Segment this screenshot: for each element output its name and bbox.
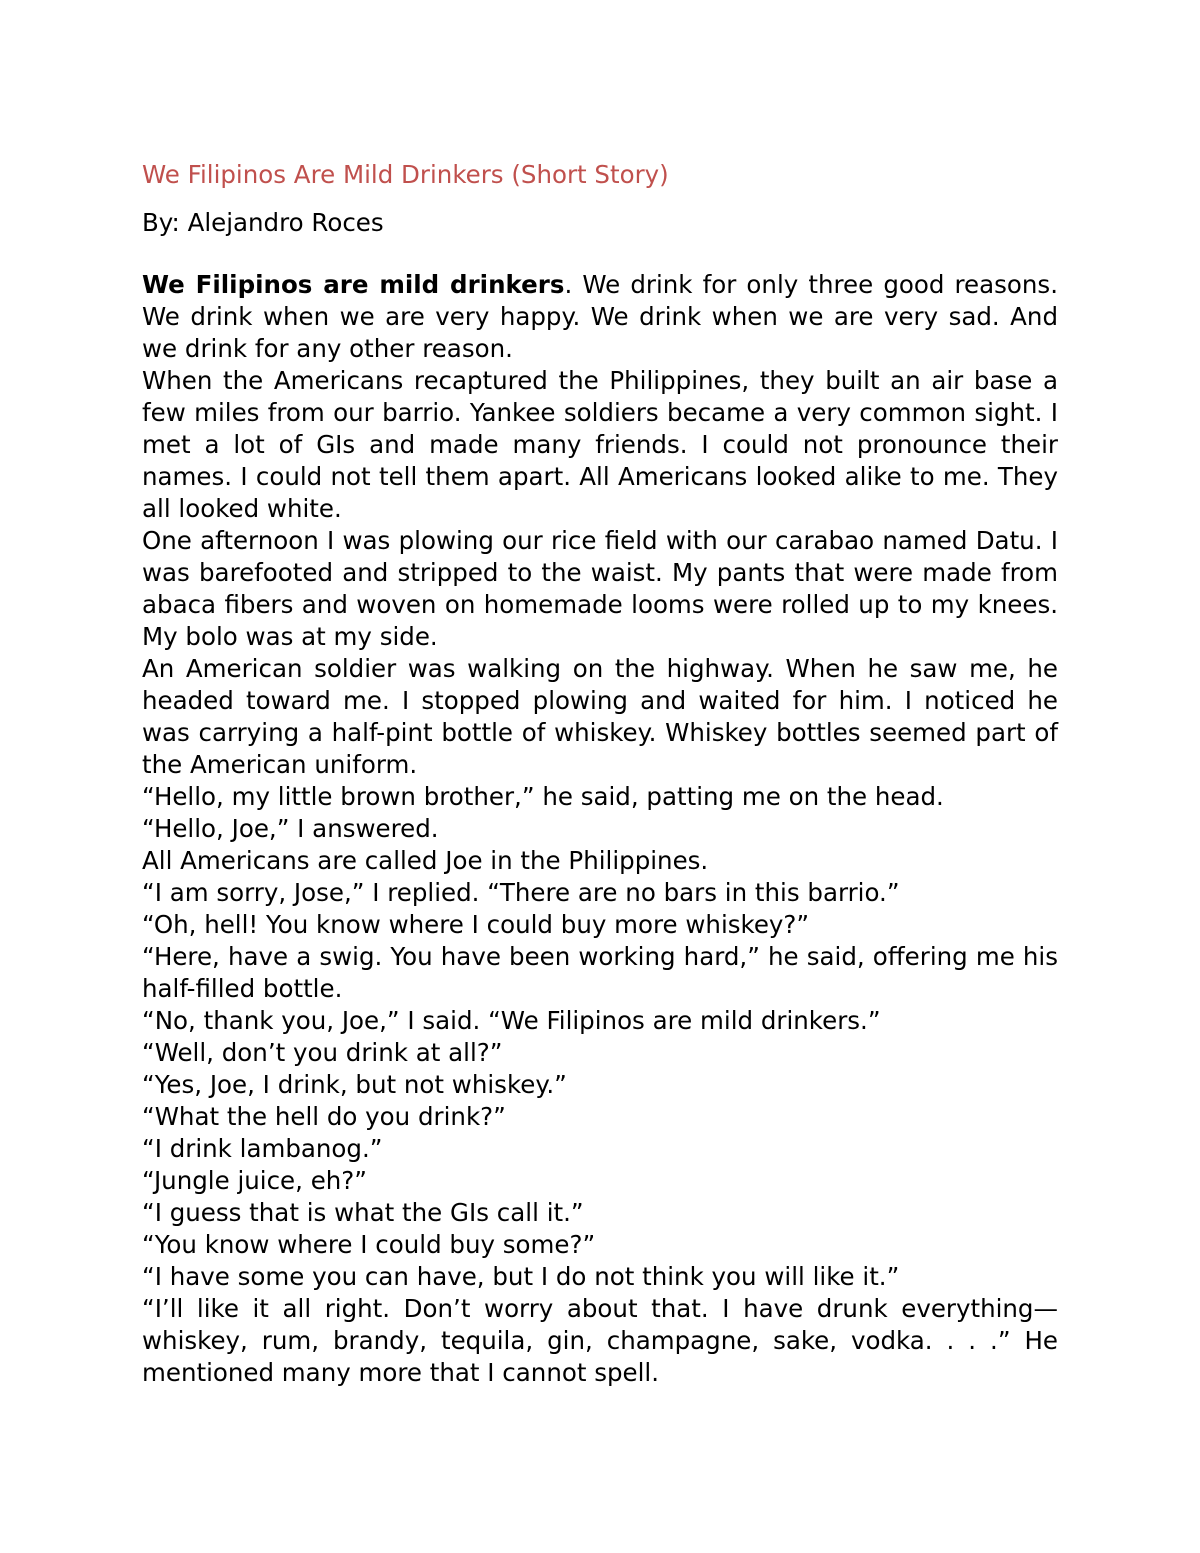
story-paragraph: When the Americans recaptured the Philippines, they built an air base a few miles from our barrio. Yankee soldiers became a very common sight. I met a lot of GIs and made many friends. I could not pronounce their names. I could not tell them apart. All Americans looked alike to me. They all looked white. [142,366,1058,523]
story-title: We Filipinos Are Mild Drinkers (Short Story) [142,160,669,189]
story-byline: By: Alejandro Roces [142,208,384,237]
story-body [142,269,1058,1389]
opening-bold-phrase: We Filipinos are mild drinkers [142,270,565,299]
story-paragraph: All Americans are called Joe in the Philippines. [142,846,709,875]
dialogue-line: “What the hell do you drink?” [142,1102,506,1131]
dialogue-line: “Hello, my little brown brother,” he said, patting me on the head. [142,782,944,811]
dialogue-line: “You know where I could buy some?” [142,1230,596,1259]
opening-paragraph-rest: . We drink for only three good reasons. We drink when we are very happy. We drink when we are very sad. And we drink for any other reason. [142,270,1058,363]
dialogue-line: “I am sorry, Jose,” I replied. “There are no bars in this barrio.” [142,878,900,907]
dialogue-line: “I guess that is what the GIs call it.” [142,1198,584,1227]
story-paragraph: One afternoon I was plowing our rice field with our carabao named Datu. I was barefooted and stripped to the waist. My pants that were made from abaca fibers and woven on homemade looms were rolled up to my knees. My bolo was at my side. [142,526,1058,651]
dialogue-line: “Well, don’t you drink at all?” [142,1038,503,1067]
dialogue-line: “I’ll like it all right. Don’t worry about that. I have drunk everything—whiskey, rum, brandy, tequila, gin, champagne, sake, vodka. . . .” He mentioned many more that I cannot spell. [142,1294,1058,1387]
opening-paragraph [142,269,1058,365]
dialogue-line: “Oh, hell! You know where I could buy more whiskey?” [142,910,810,939]
dialogue-line: “Here, have a swig. You have been working hard,” he said, offering me his half-filled bottle. [142,942,1058,1003]
story-paragraph: An American soldier was walking on the highway. When he saw me, he headed toward me. I stopped plowing and waited for him. I noticed he was carrying a half-pint bottle of whiskey. Whiskey bottles seemed part of the American uniform. [142,654,1058,779]
dialogue-line: “I drink lambanog.” [142,1134,383,1163]
dialogue-line: “Yes, Joe, I drink, but not whiskey.” [142,1070,567,1099]
dialogue-line: “I have some you can have, but I do not think you will like it.” [142,1262,900,1291]
dialogue-line: “Hello, Joe,” I answered. [142,814,439,843]
dialogue-line: “Jungle juice, eh?” [142,1166,367,1195]
document-page [142,157,1058,1389]
dialogue-line: “No, thank you, Joe,” I said. “We Filipinos are mild drinkers.” [142,1006,881,1035]
